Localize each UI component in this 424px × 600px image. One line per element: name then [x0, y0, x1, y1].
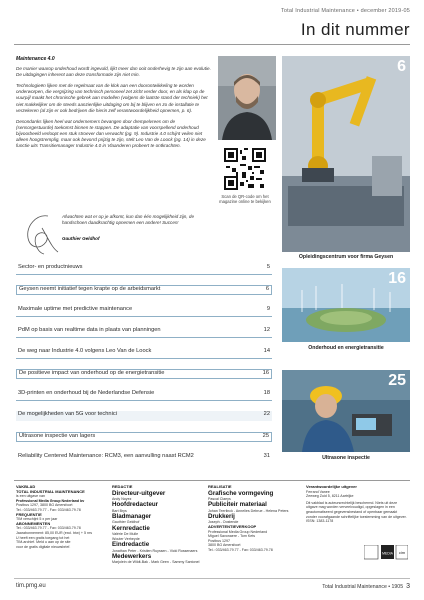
- colophon-text: Professional Media Group Nederland: [208, 529, 268, 534]
- toc-title: De positieve impact van onderhoud op de energietransitie: [19, 370, 165, 376]
- colophon-role: Medewerkers: [112, 553, 152, 561]
- feature-page-number: 25: [388, 372, 406, 389]
- publisher-logos: [364, 545, 408, 561]
- toc-page: 12: [263, 327, 270, 333]
- editorial-paragraph: De manier waarop onderhoud wordt ingevuld, lijkt meer dan ooit onderhevig te zijn aan evolutie. De uitdagingen inherent aan deze transformatie zijn niet min.: [16, 66, 211, 78]
- colophon-text: Professional Media Group Nederland bv: [16, 498, 85, 503]
- colophon-redactie: [112, 485, 204, 565]
- toc-entry[interactable]: [16, 453, 272, 463]
- colophon-text: TIM-archief. Meld u aan op de site: [16, 540, 71, 545]
- logo-media: MEDIA: [382, 551, 393, 556]
- title-rule: [14, 44, 410, 45]
- colophon-role: Directeur-uitgever: [112, 489, 166, 497]
- toc-entry[interactable]: [16, 285, 272, 295]
- toc-title: Maximale uptime met predictive maintenance: [18, 306, 133, 312]
- author-portrait: [218, 56, 276, 140]
- colophon-legal: Dit vakblad is auteursrechtelijk beschermd. Niets uit deze uitgave mag worden verveelvoudigd, opgeslagen in een geautomatiseerd gegevensbestand of openbaar gemaakt zonder voorafgaande schriftelijke toestemming van de uitgever.: [306, 500, 407, 519]
- feature-caption: Opleidingscentrum voor firma Geysen: [298, 254, 394, 260]
- toc-page: 16: [262, 370, 269, 376]
- colophon-text: Postbus 1297, 3800 BG Amersfoort: [16, 503, 73, 508]
- toc-title: Ultrasone inspectie van lagers: [19, 433, 96, 439]
- signature-name: Gauthier Geldhof: [62, 236, 100, 241]
- toc-page: 22: [263, 411, 270, 417]
- toc-title: PdM op basis van realtime data in plaats van planningen: [18, 327, 161, 333]
- colophon-text: ISSN: 1383-1178: [306, 519, 334, 524]
- colophon-text: Bart Brys: [112, 508, 127, 513]
- colophon-heading: VAKBLAD: [16, 484, 36, 489]
- toc-page: 5: [266, 264, 270, 270]
- colophon-role: Publiciteir materiaal: [208, 501, 267, 509]
- toc-entry[interactable]: [16, 390, 272, 400]
- colophon-text: Tel.: 033/463.79.77 - Fax: 033/463.79.78: [208, 547, 273, 552]
- feature-image-windfarm[interactable]: [282, 268, 410, 342]
- colophon-text: Tel.: 033/463.79.77 - Fax: 033/463.79.78: [16, 526, 81, 531]
- toc-entry[interactable]: [16, 327, 272, 337]
- toc-page: 25: [262, 433, 269, 439]
- colophon-text: 3800 BG Amersfoort: [208, 543, 241, 548]
- colophon-text: Tel.: 033/463.79.77 - Fax: 033/463.79.78: [16, 507, 81, 512]
- colophon-heading: FREQUENTIE: [16, 511, 42, 517]
- toc-page: 31: [263, 453, 270, 459]
- feature-caption: Onderhoud en energietransitie: [308, 345, 384, 351]
- colophon-text: TIM verschijnt 5 x per jaar: [16, 517, 58, 522]
- feature-page-number: 6: [397, 58, 406, 75]
- toc-page: 6: [265, 286, 269, 292]
- colophon-text: Wouter Verheyde: [112, 536, 140, 541]
- toc-title: De weg naar Industrie 4.0 volgens Leo Van de Loock: [18, 348, 152, 354]
- feature-image-robot[interactable]: [282, 56, 410, 252]
- colophon-role: Eindredactie: [112, 541, 150, 549]
- page-title: In dit nummer: [300, 20, 410, 39]
- toc-entry[interactable]: [16, 411, 272, 421]
- colophon-text: Zeeweg Zuid 5, 8211 Aartrijke: [306, 494, 354, 499]
- colophon-text: Joseph - Oostende: [208, 520, 239, 525]
- toc-page: 18: [263, 390, 270, 396]
- colophon-text: Valérie De Mulle: [112, 532, 139, 537]
- editorial: [16, 56, 212, 154]
- editorial-paragraph: Technologieën lijken met de regelmaat van de klok aan een doorontwikkeling te worden onderworpen, die vergrijzing van technisch personeel zet zicht verder door, en als klap op de vuurpijl maakt het chronische gebrek aan modellen (volgens de laatste stand der techniek) het niet makkelijker om de steeds aanzienlijke uitdaging om bij te blijven en zo de installatie te verzekeren (al zijn er ook bedrijven die hierin zelf verantwoordelijkheid opnemen, p. 6).: [16, 83, 208, 113]
- divider: [16, 400, 272, 401]
- feature-caption: Ultrasone inspectie: [322, 455, 370, 461]
- toc-title: Sector- en productnieuws: [18, 264, 83, 270]
- colophon-heading: ABONNEMENTEN: [16, 520, 51, 526]
- colophon-text: is een uitgave van: [16, 494, 45, 499]
- colophon-role: Hoofdredacteur: [112, 501, 159, 509]
- footer-rule: [14, 578, 410, 579]
- colophon-text: Ferrand Vanee: [306, 489, 330, 494]
- toc-entry[interactable]: [16, 264, 272, 274]
- colophon-role: Kernredactie: [112, 524, 150, 532]
- colophon-verantwoordelijk: [306, 485, 408, 524]
- divider: [16, 274, 272, 275]
- colophon-text: Jonathan Peter - Kristien Ruyssen - Vicki Rossenaers: [112, 548, 198, 553]
- colophon-text: Miguel Savonaere - Tom Kets: [208, 534, 256, 539]
- footer-url[interactable]: tim.pmg.eu: [16, 583, 46, 589]
- colophon: [14, 480, 410, 574]
- editorial-paragraph: Desondanks lijken heel wat ondernemers bevangen door drempelvrees om de (sensorgestuurde) toekomst binnen te stappen. De adaptatie van voorspellend onderhoud bijvoorbeeld verloopt een stuk stroever dan verwacht (pg. 9). Industrie 4.0 schijnt veilen niet alleen hoogstremplig, maar ook bevorrd prijzig te zijn, stelt Leo Van de Loock (pg. 14) in deze functie uits Transitiemanager Industrie 4.0 in Vlaanderen probeert te ontkrachten.: [16, 118, 206, 149]
- feature-image-ultrasonic[interactable]: [282, 370, 410, 452]
- colophon-vakblad: [16, 485, 108, 549]
- toc-title: De mogelijkheden van 5G voor technici: [18, 411, 117, 417]
- colophon-text: Andy Noyez: [112, 496, 132, 501]
- toc-entry[interactable]: [16, 432, 272, 442]
- qr-caption: Scan de QR-code om het magazine online te bekijken: [219, 194, 271, 205]
- toc-title: 3D-printen en onderhoud bij de Nederlandse Defensie: [18, 390, 155, 396]
- footer-info: [322, 583, 410, 590]
- divider: [16, 316, 272, 317]
- feature-page-number: 16: [388, 270, 406, 287]
- colophon-text: U heeft een gratis toegang tot het: [16, 535, 70, 540]
- colophon-heading: ADVERTENTIEVERKOOP: [208, 523, 257, 529]
- colophon-text: Gauthier Geldhof: [112, 520, 140, 525]
- footer-magazine: Total Industrial Maintenance • 1905: [322, 584, 404, 590]
- signature-image: [18, 208, 66, 258]
- editorial-heading: Maintenance 4.0: [16, 56, 55, 62]
- editorial-closing: Afwachten wat er op je afkomt, kun dan één mogelijkheid zijn, de handschoen daadkrachtig opnemen een andere! Succes!: [62, 214, 195, 226]
- toc-entry[interactable]: [16, 369, 272, 379]
- colophon-heading: TOTAL INDUSTRIAL MAINTENANCE: [16, 488, 85, 494]
- colophon-text: Johan Teerlinck - Annelies Debrue - Helena Peters: [208, 508, 289, 513]
- toc-page: 9: [266, 306, 270, 312]
- colophon-text: Marjolein de Wildt-Bak - Mark Geen - Sammy Santonel: [112, 560, 200, 565]
- colophon-text: Postbus 1297: [208, 538, 230, 543]
- colophon-heading: REALISATIE: [208, 484, 232, 489]
- colophon-text: Jaarabonnement: 85,00 EUR (excl. btw) + 5 nrs: [16, 530, 93, 535]
- colophon-heading: REDACTIE: [112, 484, 133, 489]
- running-head: Total Industrial Maintenance • december 2019-05: [280, 8, 410, 14]
- qr-code-image[interactable]: [224, 148, 266, 190]
- colophon-role: Drukkerij: [208, 513, 235, 521]
- colophon-text: Pascal Claeys: [208, 496, 231, 501]
- toc-title: Geysen neemt initiatief tegen krapte op de arbeidsmarkt: [19, 286, 161, 292]
- toc-page: 14: [263, 348, 270, 354]
- divider: [16, 358, 272, 359]
- toc-title: Reliability Centered Maintenance: RCM3, een aanvulling naast RCM2: [18, 453, 194, 459]
- colophon-text: voor de gratis digitale nieuwsbrief.: [16, 544, 71, 549]
- toc-entry[interactable]: [16, 348, 272, 358]
- colophon-heading: Verantwoordelijke uitgever: [306, 484, 357, 489]
- divider: [16, 337, 272, 338]
- colophon-role: Bladmanager: [112, 513, 152, 521]
- toc-entry[interactable]: [16, 306, 272, 316]
- logo-cim: cim: [398, 550, 406, 555]
- colophon-realisatie: [208, 485, 302, 553]
- footer-page-number: 3: [406, 583, 410, 590]
- colophon-role: Grafische vormgeving: [208, 489, 274, 497]
